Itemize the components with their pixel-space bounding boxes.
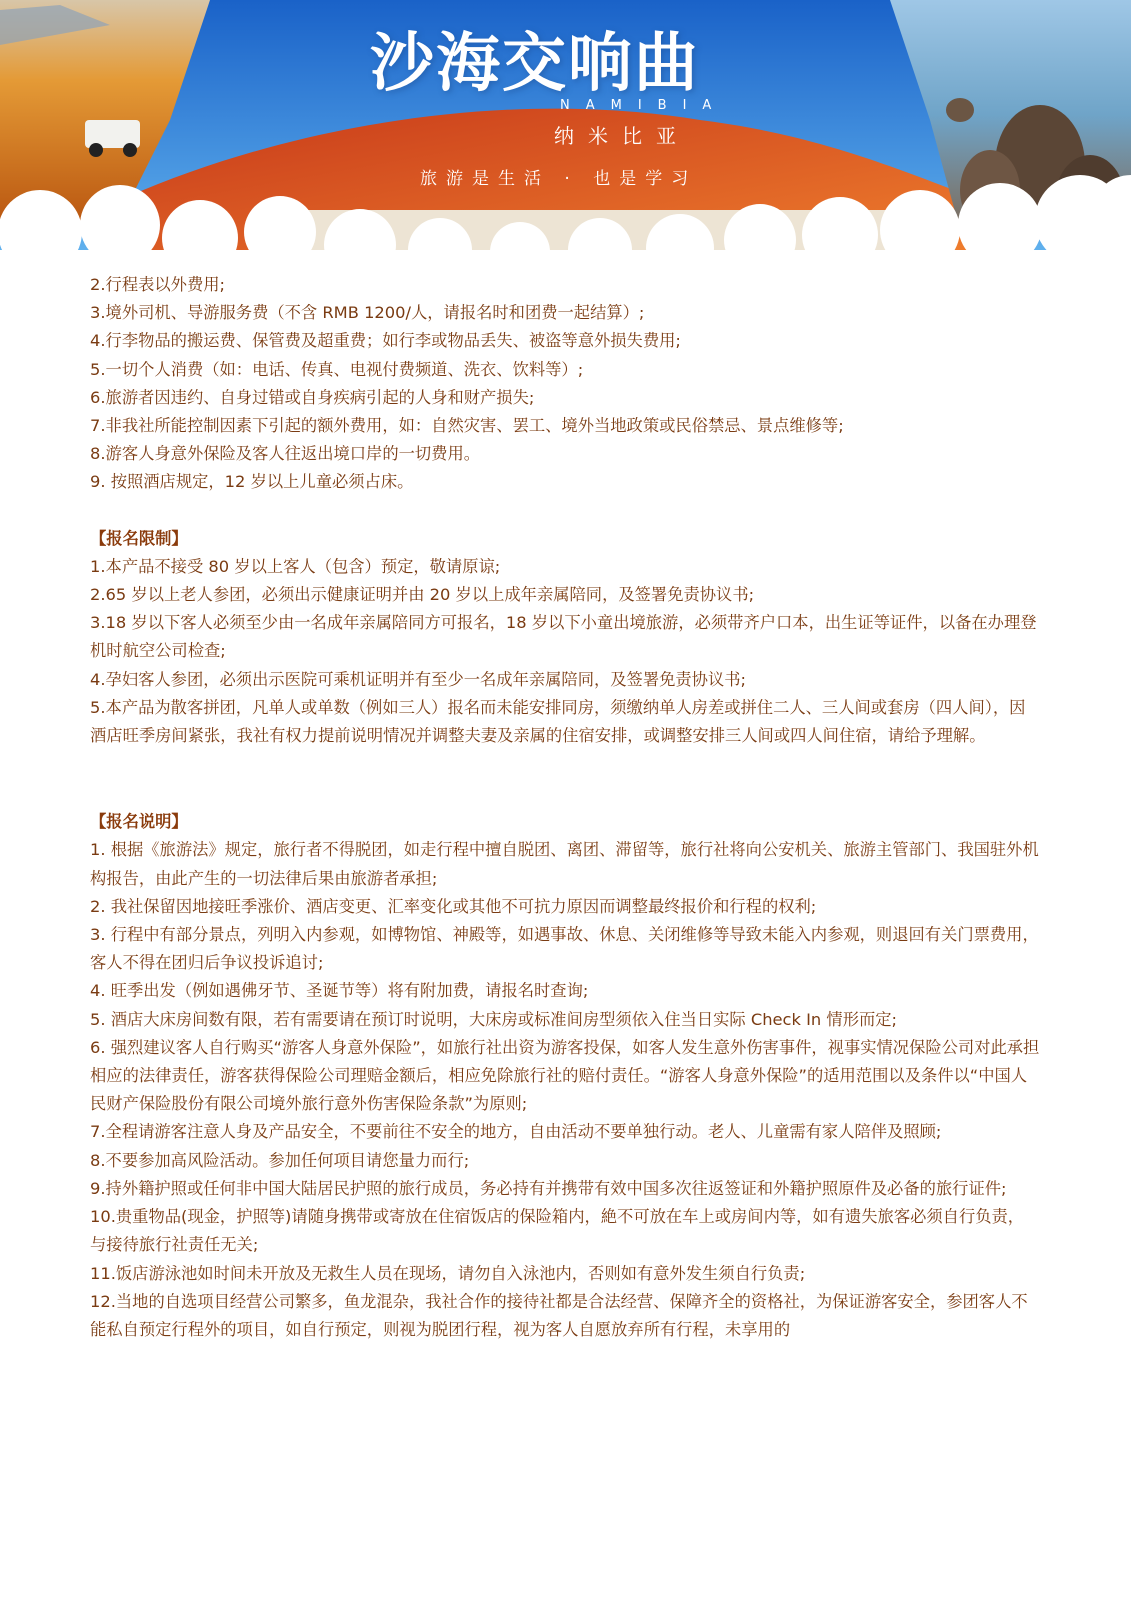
- list-item: 8.游客人身意外保险及客人往返出境口岸的一切费用。: [90, 444, 481, 464]
- list-item: 1. 根据《旅游法》规定，旅行者不得脱团，如走行程中擅自脱团、离团、滞留等，旅行社将向公安机关、旅游主管部门、我国驻外机构报告，由此产生的一切法律后果由旅游者承担;: [90, 840, 1039, 888]
- header-banner: [0, 0, 1131, 262]
- list-item: 4.孕妇客人参团，必须出示医院可乘机证明并有至少一名成年亲属陪同，及签署免责协议书;: [90, 669, 746, 689]
- list-item: 3.18 岁以下客人必须至少由一名成年亲属陪同方可报名，18 岁以下小童出境旅游，必须带齐户口本，出生证等证件，以备在办理登机时航空公司检查;: [90, 613, 1037, 661]
- list-item: 11.饭店游泳池如时间未开放及无救生人员在现场，请勿自入泳池内，否则如有意外发生须自行负责;: [90, 1263, 806, 1283]
- list-item: 8.不要参加高风险活动。参加任何项目请您量力而行;: [90, 1150, 470, 1170]
- list-item: 12.当地的自选项目经营公司繁多，鱼龙混杂，我社合作的接待社都是合法经营、保障齐全的资格社，为保证游客安全，参团客人不能私自预定行程外的项目，如自行预定，则视为脱团行程，视为客人自愿放弃所有行程，未享用的: [90, 1291, 1028, 1339]
- banner-subtitle-en: NAMIBIA: [560, 98, 728, 113]
- banner-subtitle-cn: 纳米比亚: [554, 124, 690, 148]
- section-heading-notes: 【报名说明】: [90, 812, 188, 832]
- list-item: 10.贵重物品(现金，护照等)请随身携带或寄放在住宿饭店的保险箱内，絶不可放在车上或房间内等，如有遗失旅客必须自行负责，与接待旅行社责任无关;: [90, 1207, 1025, 1255]
- list-item: 3.境外司机、导游服务费（不含 RMB 1200/人，请报名时和团费一起结算）;: [90, 303, 645, 323]
- list-item: 6. 强烈建议客人自行购买“游客人身意外保险”，如旅行社出资为游客投保，如客人发生意外伤害事件，视事实情况保险公司对此承担相应的法律责任，游客获得保险公司理赔金额后，相应免除旅行社的赔付责任。“游客人身意外保险”的适用范围以及条件以“中国人民财产保险股份有限公司境外旅行意外伤害保险条款”为原则;: [90, 1037, 1040, 1114]
- list-item: 4. 旺季出发（例如遇佛牙节、圣诞节等）将有附加费，请报名时查询;: [90, 981, 589, 1001]
- banner-slogan: 旅游是生活 · 也是学习: [420, 169, 698, 189]
- list-item: 2. 我社保留因地接旺季涨价、酒店变更、汇率变化或其他不可抗力原因而调整最终报价和行程的权利;: [90, 896, 817, 916]
- list-item: 7.全程请游客注意人身及产品安全，不要前往不安全的地方，自由活动不要单独行动。老人、儿童需有家人陪伴及照顾;: [90, 1122, 942, 1142]
- document-body: [90, 271, 1040, 1344]
- restrictions-section: [90, 525, 1040, 751]
- list-item: 9.持外籍护照或任何非中国大陆居民护照的旅行成员，务必持有并携带有效中国多次往返签证和外籍护照原件及必备的旅行证件;: [90, 1178, 1007, 1198]
- list-item: 4.行李物品的搬运费、保管费及超重费；如行李或物品丢失、被盗等意外损失费用;: [90, 331, 681, 351]
- notes-section: [90, 808, 1040, 1344]
- list-item: 2.行程表以外费用;: [90, 275, 225, 294]
- list-item: 3. 行程中有部分景点，列明入内参观，如博物馆、神殿等，如遇事故、休息、关闭维修等导致未能入内参观，则退回有关门票费用，客人不得在团归后争议投诉追讨;: [90, 925, 1039, 973]
- list-item: 7.非我社所能控制因素下引起的额外费用，如：自然灾害、罢工、境外当地政策或民俗禁忌、景点维修等;: [90, 416, 844, 436]
- fees-list: [90, 271, 1040, 497]
- list-item: 1.本产品不接受 80 岁以上客人（包含）预定，敬请原谅;: [90, 556, 501, 576]
- section-heading-restrictions: 【报名限制】: [90, 528, 188, 548]
- list-item: 5.一切个人消费（如：电话、传真、电视付费频道、洗衣、饮料等）;: [90, 359, 584, 379]
- list-item: 6.旅游者因违约、自身过错或自身疾病引起的人身和财产损失;: [90, 387, 535, 407]
- list-item: 5. 酒店大床房间数有限，若有需要请在预订时说明，大床房或标准间房型须依入住当日实际 Check In 情形而定;: [90, 1009, 898, 1029]
- list-item: 5.本产品为散客拼团，凡单人或单数（例如三人）报名而未能安排同房，须缴纳单人房差或拼住二人、三人间或套房（四人间），因酒店旺季房间紧张，我社有权力提前说明情况并调整夫妻及亲属的住宿安排，或调整安排三人间或四人间住宿，请给予理解。: [90, 697, 1026, 746]
- list-item: 2.65 岁以上老人参团，必须出示健康证明并由 20 岁以上成年亲属陪同，及签署免责协议书;: [90, 585, 755, 605]
- list-item: 9. 按照酒店规定，12 岁以上儿童必须占床。: [90, 472, 414, 492]
- banner-title: 沙海交响曲: [370, 26, 700, 101]
